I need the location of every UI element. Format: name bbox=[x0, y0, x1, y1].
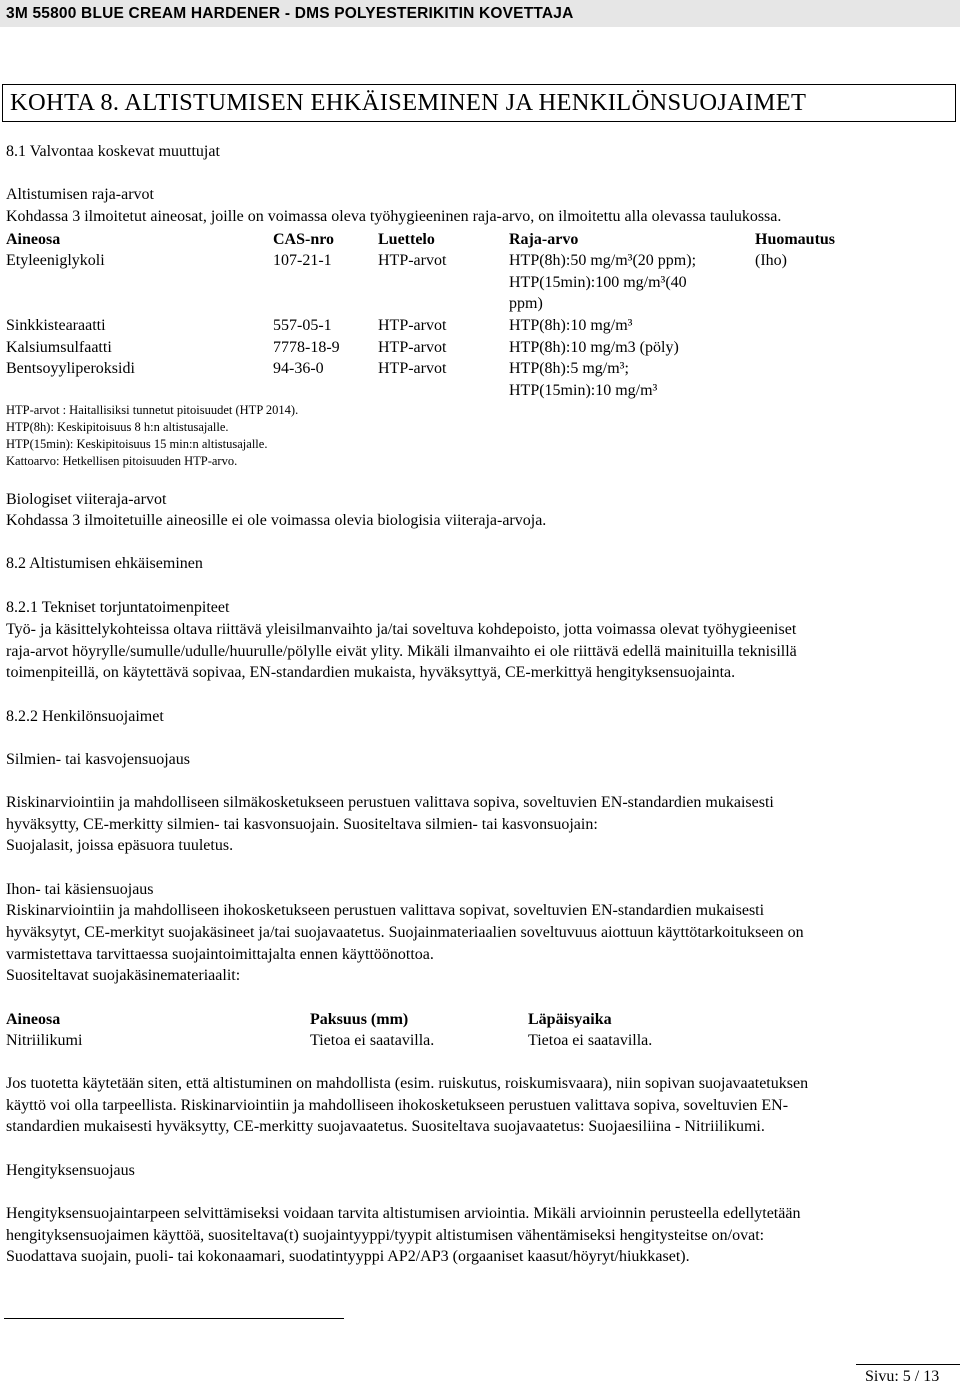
table-cell-list: HTP-arvot bbox=[378, 317, 447, 334]
table-header-list: Luettelo bbox=[378, 231, 435, 248]
paragraph-line: hengityksensuojaimen käyttöä, suositeltava(t) suojaintyyppi/tyypit altistumisen vähentämiseksi hengitysteitse on/ovat: bbox=[6, 1227, 765, 1244]
table-cell-list: HTP-arvot bbox=[378, 252, 447, 269]
glove-header-thickness: Paksuus (mm) bbox=[310, 1011, 409, 1028]
section-title: KOHTA 8. ALTISTUMISEN EHKÄISEMINEN JA HENKILÖNSUOJAIMET bbox=[10, 89, 807, 116]
exposure-limits-heading: Altistumisen raja-arvot bbox=[6, 186, 154, 203]
paragraph-line: standardien mukaisesti hyväksytty, CE-merkitty suojavaatetus. Suositeltava suojavaatetus: Suojaesiliina - Nitriilikumi. bbox=[6, 1118, 765, 1135]
glove-header-material: Aineosa bbox=[6, 1011, 61, 1028]
footnote: HTP(15min): Keskipitoisuus 15 min:n altistusajalle. bbox=[6, 437, 268, 451]
table-cell-limit: HTP(8h):10 mg/m³ bbox=[509, 317, 633, 334]
table-header-substance: Aineosa bbox=[6, 231, 61, 248]
table-cell-limit: ppm) bbox=[509, 295, 543, 312]
paragraph-line: Työ- ja käsittelykohteissa oltava riittävä yleisilmanvaihto ja/tai soveltuva kohdepoisto, jotta voimassa olevat työhygieeniset bbox=[6, 621, 797, 638]
paragraph-line: hyväksytty, CE-merkitty silmien- tai kasvonsuojain. Suositeltava silmien- tai kasvonsuojain: bbox=[6, 816, 598, 833]
paragraph-line: Suositeltavat suojakäsinemateriaalit: bbox=[6, 967, 241, 984]
paragraph-line: raja-arvot höyrylle/sumulle/udulle/huurulle/pölylle eivät ylity. Mikäli ilmanvaihto ei ole riittävä edellä mainituilla teknisillä bbox=[6, 643, 797, 660]
paragraph-line: Hengityksensuojaintarpeen selvittämiseksi voidaan tarvita altistumisen arviointia. Mikäli arvioinnin perusteella edellytetään bbox=[6, 1205, 801, 1222]
biological-limits-text: Kohdassa 3 ilmoitetuille aineosille ei ole voimassa olevia biologisia viiteraja-arvoja. bbox=[6, 512, 547, 529]
heading-8-2-2: 8.2.2 Henkilönsuojaimet bbox=[6, 708, 164, 725]
table-cell-limit: HTP(8h):10 mg/m3 (pöly) bbox=[509, 339, 679, 356]
page-number: Sivu: 5 / 13 bbox=[865, 1368, 940, 1385]
table-header-cas: CAS-nro bbox=[273, 231, 335, 248]
table-cell-substance: Kalsiumsulfaatti bbox=[6, 339, 112, 356]
paragraph-line: käyttö voi olla tarpeellista. Riskinarviointiin ja mahdolliseen ihokosketukseen perustuen valittava sopiva, soveltuvien EN- bbox=[6, 1097, 789, 1114]
table-cell-substance: Sinkkistearaatti bbox=[6, 317, 106, 334]
heading-8-1: 8.1 Valvontaa koskevat muuttujat bbox=[6, 143, 220, 160]
paragraph-line: Suojalasit, joissa epäsuora tuuletus. bbox=[6, 837, 234, 854]
table-cell-substance: Etyleeniglykoli bbox=[6, 252, 105, 269]
heading-8-2-1: 8.2.1 Tekniset torjuntatoimenpiteet bbox=[6, 599, 230, 616]
paragraph-line: toimenpiteillä, on käytettävä sopivaa, EN-standardien mukaista, hyväksyttyä, CE-merkittyä hengityksensuojainta. bbox=[6, 664, 736, 681]
table-cell-cas: 107-21-1 bbox=[273, 252, 332, 269]
paragraph-line: Riskinarviointiin ja mahdolliseen ihokosketukseen perustuen valittava sopivat, soveltuvien EN-standardien mukaisesti bbox=[6, 902, 765, 919]
paragraph-line: varmistettava tarvittaessa suojaintoimittajalta ennen käyttöönottoa. bbox=[6, 946, 434, 963]
table-header-limit: Raja-arvo bbox=[509, 231, 579, 248]
document-title: 3M 55800 BLUE CREAM HARDENER - DMS POLYESTERIKITIN KOVETTAJA bbox=[0, 0, 960, 27]
footnote: Kattoarvo: Hetkellisen pitoisuuden HTP-arvo. bbox=[6, 454, 238, 468]
paragraph-line: hyväksytyt, CE-merkityt suojakäsineet ja/tai suojavaatetus. Suojainmateriaalien soveltuvuus aiottuun käyttötarkoitukseen on bbox=[6, 924, 804, 941]
table-cell-limit: HTP(15min):100 mg/m³(40 bbox=[509, 274, 687, 291]
glove-cell-material: Nitriilikumi bbox=[6, 1032, 83, 1049]
heading-8-2: 8.2 Altistumisen ehkäiseminen bbox=[6, 555, 203, 572]
table-cell-substance: Bentsoyyliperoksidi bbox=[6, 360, 135, 377]
biological-limits-heading: Biologiset viiteraja-arvot bbox=[6, 491, 167, 508]
paragraph-line: Suodattava suojain, puoli- tai kokonaamari, suodatintyyppi AP2/AP3 (orgaaniset kaasut/höyryt/hiukkaset). bbox=[6, 1248, 690, 1265]
paragraph-line: Jos tuotetta käytetään siten, että altistuminen on mahdollista (esim. ruiskutus, roiskumisvaara), niin sopivan suojavaatetuksen bbox=[6, 1075, 809, 1092]
table-cell-cas: 557-05-1 bbox=[273, 317, 332, 334]
skin-protection-heading: Ihon- tai käsiensuojaus bbox=[6, 881, 154, 898]
respiratory-protection-heading: Hengityksensuojaus bbox=[6, 1162, 135, 1179]
footnote: HTP(8h): Keskipitoisuus 8 h:n altistusajalle. bbox=[6, 420, 229, 434]
paragraph-line: Riskinarviointiin ja mahdolliseen silmäkosketukseen perustuen valittava sopiva, soveltuvien EN-standardien mukaisesti bbox=[6, 794, 774, 811]
table-cell-limit: HTP(15min):10 mg/m³ bbox=[509, 382, 658, 399]
table-cell-list: HTP-arvot bbox=[378, 360, 447, 377]
table-cell-limit: HTP(8h):5 mg/m³; bbox=[509, 360, 629, 377]
table-cell-cas: 7778-18-9 bbox=[273, 339, 340, 356]
footer-divider bbox=[4, 1318, 344, 1319]
glove-header-breakthrough: Läpäisyaika bbox=[528, 1011, 612, 1028]
table-cell-list: HTP-arvot bbox=[378, 339, 447, 356]
glove-cell-breakthrough: Tietoa ei saatavilla. bbox=[528, 1032, 653, 1049]
table-cell-limit: HTP(8h):50 mg/m³(20 ppm); bbox=[509, 252, 697, 269]
footnote: HTP-arvot : Haitallisiksi tunnetut pitoisuudet (HTP 2014). bbox=[6, 403, 299, 417]
eye-protection-heading: Silmien- tai kasvojensuojaus bbox=[6, 751, 190, 768]
table-cell-cas: 94-36-0 bbox=[273, 360, 324, 377]
table-cell-note: (Iho) bbox=[755, 252, 787, 269]
glove-cell-thickness: Tietoa ei saatavilla. bbox=[310, 1032, 435, 1049]
table-header-note: Huomautus bbox=[755, 231, 836, 248]
exposure-limits-intro: Kohdassa 3 ilmoitetut aineosat, joille on voimassa oleva työhygieeninen raja-arvo, on ilmoitettu alla olevassa taulukossa. bbox=[6, 208, 782, 225]
